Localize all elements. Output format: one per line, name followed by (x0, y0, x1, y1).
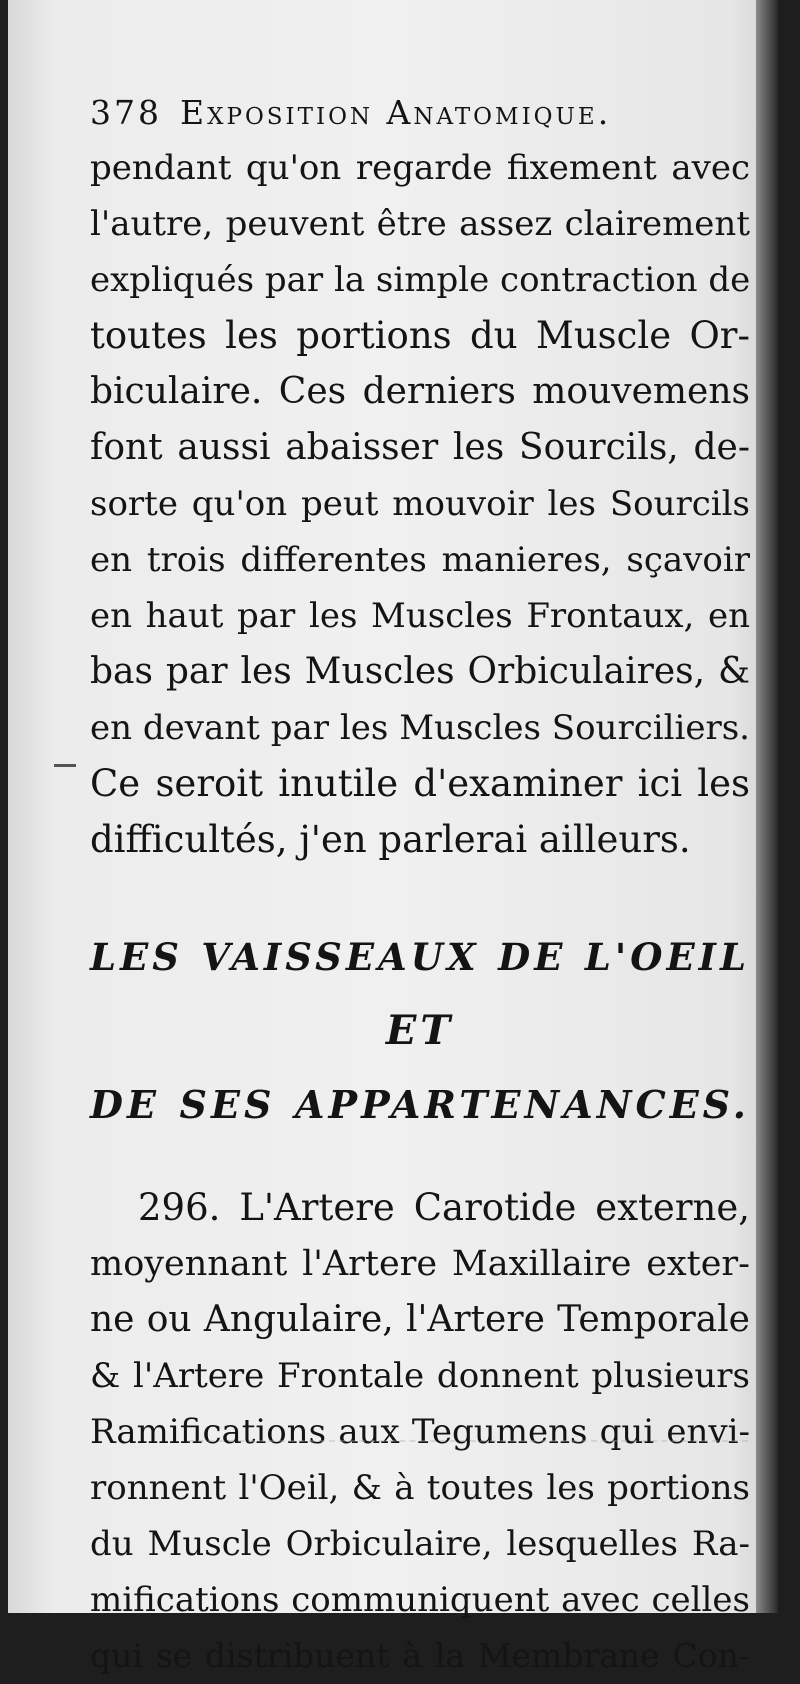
text-line: du Muscle Orbiculaire, lesquelles Ra- (90, 1524, 750, 1564)
text-line: l'autre, peuvent être assez clairement (90, 204, 750, 244)
running-head (90, 86, 750, 140)
paragraph-continued (90, 140, 750, 868)
text-line: Ramifications aux Tegumens qui envi- (90, 1412, 750, 1452)
text-line: ne ou Angulaire, l'Artere Temporale (90, 1299, 750, 1340)
margin-mark (54, 764, 76, 767)
text-line: Ce seroit inutile d'examiner ici les (90, 762, 750, 805)
page-edge-shadow (756, 0, 778, 1613)
text-line: sorte qu'on peut mouvoir les Sourcils (90, 484, 750, 524)
section-heading-line: LES VAISSEAUX DE L'OEIL (90, 935, 750, 979)
text-line: biculaire. Ces derniers mouvemens (90, 371, 750, 412)
section-heading-line: DE SES APPARTENANCES. (90, 1082, 750, 1127)
text-line: ronnent l'Oeil, & à toutes les portions (90, 1468, 750, 1508)
page-number: 378 (90, 93, 162, 132)
footer-rule (188, 1440, 748, 1502)
text-line: difficultés, j'en parlerai ailleurs. (90, 818, 691, 861)
text-line: en trois differentes manieres, sçavoir (90, 540, 750, 580)
paragraph-296 (90, 1180, 750, 1684)
text-line: expliqués par la simple contraction de (90, 260, 751, 300)
text-line: 296. L'Artere Carotide externe, (138, 1186, 750, 1229)
text-line: toutes les portions du Muscle Or- (90, 314, 750, 357)
text-line: en devant par les Muscles Sourciliers. (90, 708, 750, 748)
text-line: en haut par les Muscles Frontaux, en (90, 596, 750, 636)
text-line: qui se distribuent à la Membrane Con- (90, 1636, 750, 1675)
text-line: mifications communiquent avec celles (90, 1580, 750, 1620)
text-line: moyennant l'Artere Maxillaire exter- (90, 1244, 750, 1284)
running-title: Exposition Anatomique. (180, 93, 612, 132)
section-heading-line: ET (385, 1007, 455, 1054)
text-line: bas par les Muscles Orbiculaires, & (90, 651, 750, 692)
book-page (8, 0, 778, 1675)
text-line: font aussi abaisser les Sourcils, de- (90, 427, 750, 468)
text-line: pendant qu'on regarde fixement avec (90, 148, 750, 188)
section-heading (90, 922, 750, 1140)
text-line: & l'Artere Frontale donnent plusieurs (90, 1356, 750, 1396)
